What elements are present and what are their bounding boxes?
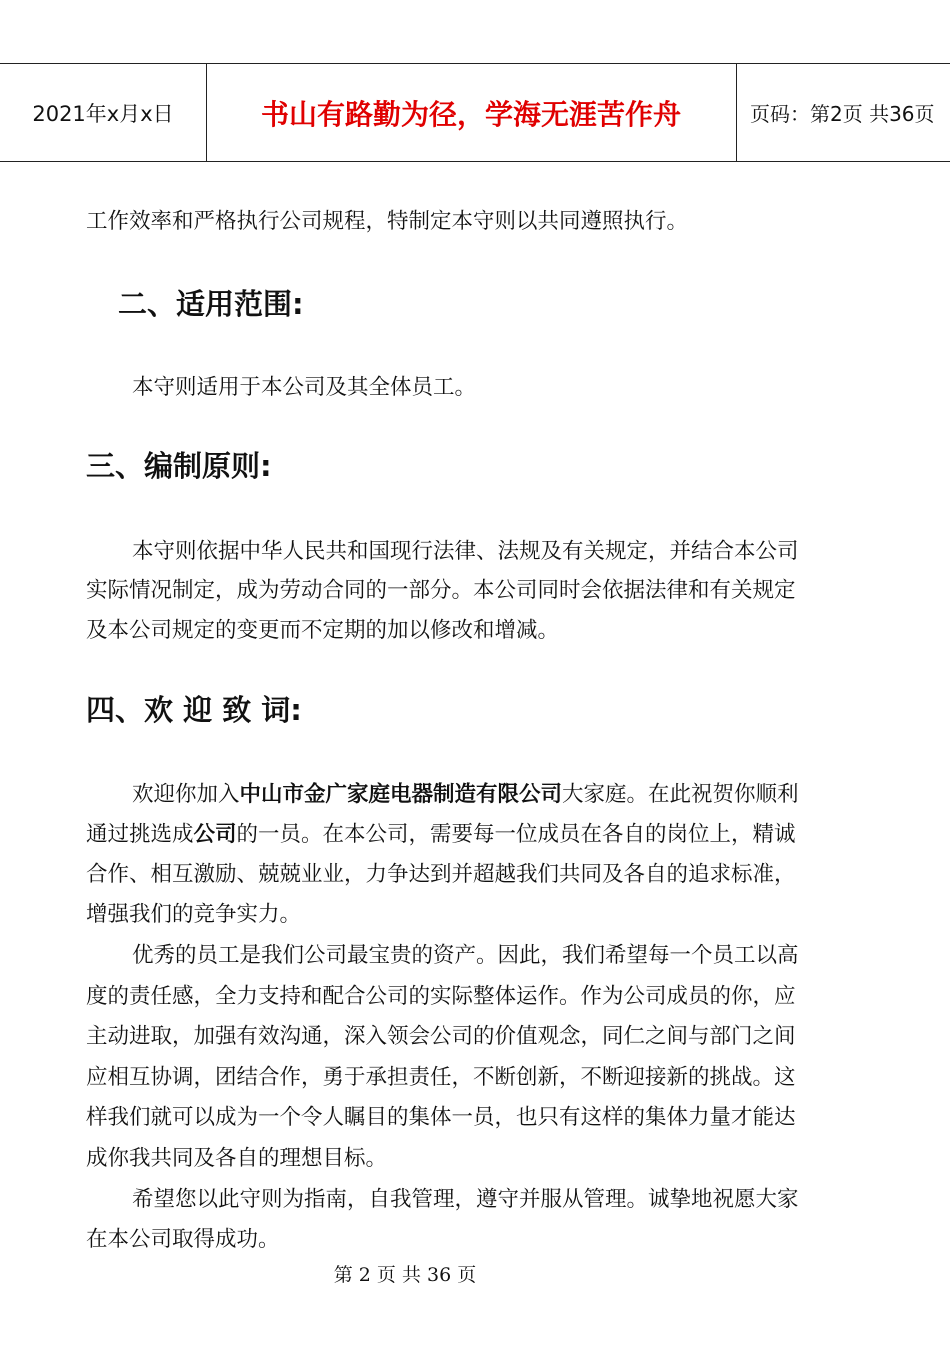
paragraph-line: 样我们就可以成为一个令人瞩目的集体一员，也只有这样的集体力量才能达 bbox=[86, 1105, 796, 1130]
company-name: 中山市金广家庭电器制造有限公司 bbox=[239, 782, 563, 807]
paragraph-line: 主动进取，加强有效沟通，深入领会公司的价值观念，同仁之间与部门之间 bbox=[86, 1024, 796, 1049]
welcome-line bbox=[132, 777, 928, 808]
welcome-text: 大家庭。在此祝贺你顺利 bbox=[562, 782, 799, 807]
section-3-line: 实际情况制定，成为劳动合同的一部分。本公司同时会依据法律和有关规定 bbox=[86, 578, 796, 603]
paragraph-line: 度的责任感，全力支持和配合公司的实际整体运作。作为公司成员的你，应 bbox=[86, 984, 796, 1009]
intro-tail: 工作效率和严格执行公司规程，特制定本守则以共同遵照执行。 bbox=[86, 209, 689, 234]
paragraph-line: 成你我共同及各自的理想目标。 bbox=[86, 1146, 388, 1171]
header-date: 2021年x月x日 bbox=[0, 64, 207, 161]
welcome-line bbox=[86, 817, 882, 848]
paragraph-line: 希望您以此守则为指南，自我管理，遵守并服从管理。诚挚地祝愿大家 bbox=[132, 1187, 799, 1212]
paragraph-line: 在本公司取得成功。 bbox=[86, 1227, 280, 1252]
welcome-text: 欢迎你加入 bbox=[132, 782, 240, 807]
paragraph-line: 应相互协调，团结合作，勇于承担责任，不断创新，不断迎接新的挑战。这 bbox=[86, 1065, 796, 1090]
section-4-title: 四、欢 迎 致 词: bbox=[86, 693, 302, 727]
welcome-text: 通过挑选成 bbox=[86, 822, 194, 847]
section-3-line: 本守则依据中华人民共和国现行法律、法规及有关规定，并结合本公司 bbox=[132, 539, 799, 564]
footer-text: 第 2 页 共 36 页 bbox=[333, 1264, 477, 1286]
section-2-title: 二、适用范围: bbox=[118, 287, 304, 321]
header-motto: 书山有路勤为径，学海无涯苦作舟 bbox=[206, 64, 737, 161]
welcome-line: 增强我们的竞争实力。 bbox=[86, 902, 302, 927]
paragraph-line: 优秀的员工是我们公司最宝贵的资产。因此，我们希望每一个员工以高 bbox=[132, 943, 799, 968]
welcome-text: 的一员。在本公司，需要每一位成员在各自的岗位上，精诚 bbox=[236, 822, 796, 847]
welcome-line: 合作、相互激励、兢兢业业，力争达到并超越我们共同及各自的追求标准， bbox=[86, 862, 796, 887]
section-2-text: 本守则适用于本公司及其全体员工。 bbox=[132, 375, 477, 400]
header-page-info: 页码：第2页 共36页 bbox=[750, 102, 935, 126]
header-table bbox=[0, 63, 950, 162]
footer-page-number bbox=[0, 1260, 950, 1287]
company-word: 公司 bbox=[193, 822, 237, 847]
section-3-title: 三、编制原则: bbox=[86, 449, 272, 483]
section-3-line: 及本公司规定的变更而不定期的加以修改和增减。 bbox=[86, 618, 560, 643]
